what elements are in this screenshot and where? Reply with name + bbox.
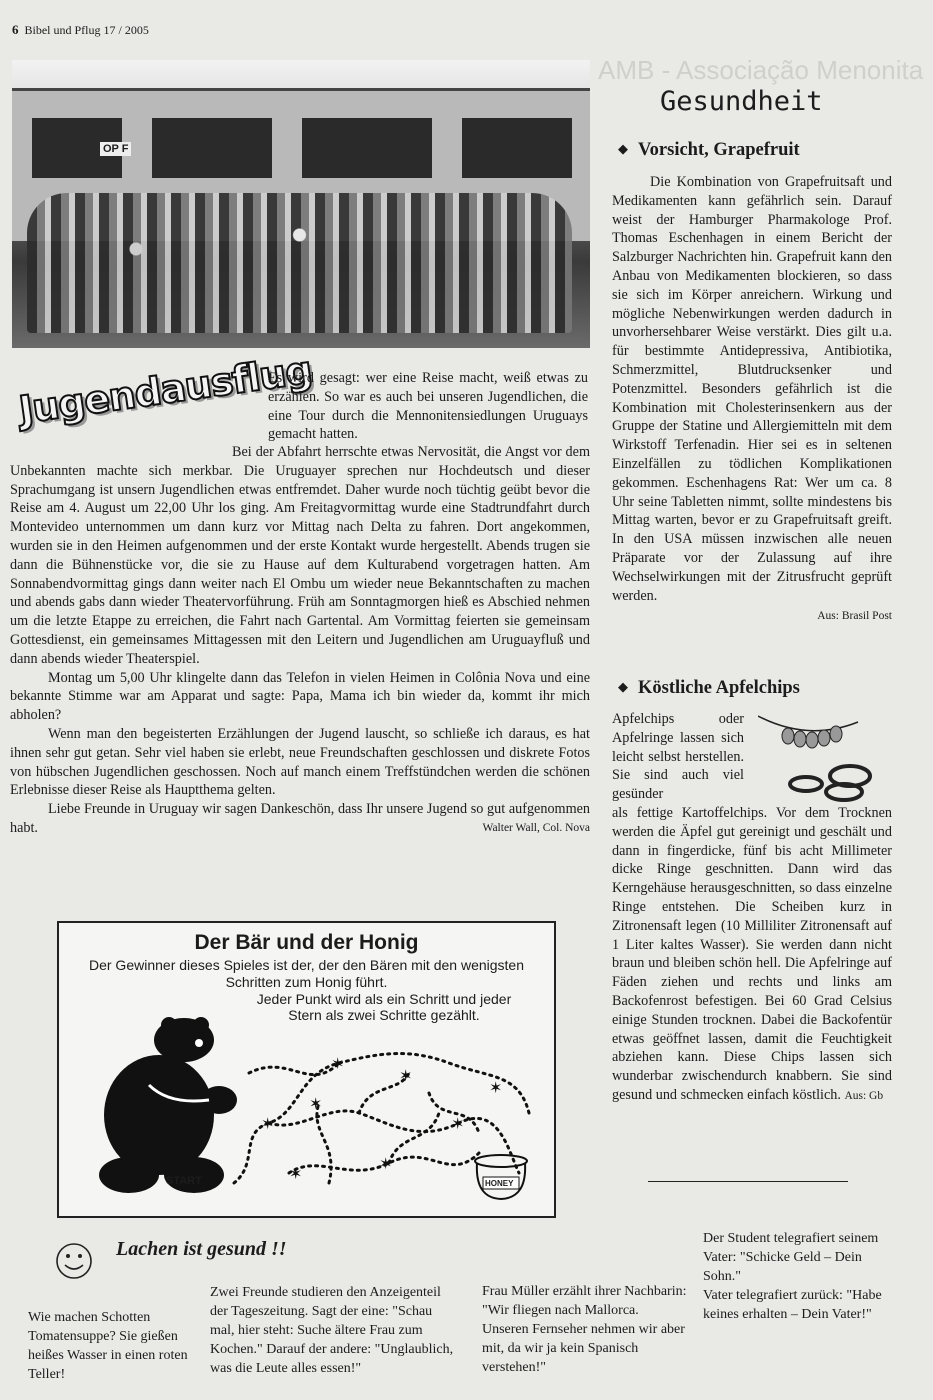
article-body: [10, 443, 590, 838]
svg-text:✶: ✶: [451, 1116, 465, 1133]
article-source: Aus: Gb: [844, 1089, 884, 1102]
game-title: Der Bär und der Honig: [194, 931, 419, 954]
divider: [648, 1181, 848, 1182]
honey-label: HONEY: [485, 1179, 514, 1188]
page-header: [12, 22, 149, 38]
diamond-icon: ◆: [618, 679, 628, 694]
article-intro: [268, 369, 588, 444]
article-heading-grapefruit: [618, 140, 800, 161]
intro-paragraph: Es wird gesagt: wer eine Reise macht, weiß etwas zu erzählen. So war es auch bei unseren Jugendlichen, die eine Tour durch die Mennonitensiedlungen Uruguays gemacht hatten.: [268, 370, 588, 443]
joke-4-part-1: Der Student telegrafiert seinem Vater: "Schicke Geld – Dein Sohn.": [703, 1231, 879, 1284]
svg-text:✶: ✶: [289, 1166, 303, 1183]
humor-title: Lachen ist gesund !!: [116, 1238, 287, 1260]
bus-window: [302, 118, 432, 178]
game-rule-2: Jeder Punkt wird als ein Schritt und jeder Stern als zwei Schritte gezählt.: [256, 991, 512, 1023]
article-paragraph: Wenn man den begeisterten Erzählungen der Jugend lauscht, so schließe ich daraus, es hat ihnen sehr gut getan. Sehr viel haben sie erlebt, neue Freundschaften geschlossen und diskrete Fotos von hübschen Jugendlichen geschossen. Noch auf manch einem Treffstündchen werden die schönen Erlebnisse dieser Reise als Hauptthema gelten.: [10, 725, 590, 799]
diamond-icon: ◆: [618, 141, 628, 156]
article-paragraph: [10, 800, 590, 838]
article-author: Walter Wall, Col. Nova: [482, 821, 590, 834]
apfelchips-article: [612, 710, 892, 1106]
article-text: als fettige Kartoffelchips. Vor dem Trocknen werden die Äpfel gut gereinigt und geschält und dann in fingerdicke, fünf bis acht Millimeter dicke Ringe geschnitten. Dann wird das Kerngehäuse herausgeschnitten, so dass einzelne Ringe entstehen. Die Scheiben kurz in Zitronensaft legen (10 Milliliter Zitronensaft auf 1 Liter kaltes Wasser). Sie werden dann nicht braun und bleiben schön hell. Die Apfelringe auf Fäden ziehen und rechts und links am Backofenrost befestigen. Bei 60 Grad Celsius einige Stunden trocknen. Dabei die Backofentür etwas geöffnet lassen, damit die Feuchtigkeit abziehen kann. Diese Chips lassen sich wunderbar zwischendurch knabbern. Sie sind gesund und schmecken einfach köstlich.: [612, 804, 892, 1103]
svg-text:✶: ✶: [309, 1096, 323, 1113]
article-paragraph: Bei der Abfahrt herrschte etwas Nervosität, die Angst vor dem Unbekannten machte sich merkbar. Die Uruguayer sprechen nur Hochdeutsch und dieser Sprachumgang ist unsern Jugendlichen etwas entfremdet. Daher wurde noch tüchtig geübt bevor die Reise am 4. August um 22,00 Uhr los ging. Am Freitagvormittag wurde eine Stadtrundfahrt durch Montevideo unternommen um dann kurz vor Mittag nach Delta zu fahren. Dort angekommen, wurden sie in den Heimen aufgenommen und der erste Kontakt wurde hergestellt. Abends trugen sie dann die Bühnenstücke vor, die sie zu Hause auf dem Kulturabend vorgetragen hatten. Am Sonnabendvormittag gings dann weiter nach El Ombu um wieder neue Bekanntschaften zu machen und abends gabs dann wieder Theatervorführung. Früh am Sonntagmorgen hieß es Abschied nehmen um die letzte Etappe zu erreichen, die Fahrt nach Gartental. Am Vormittag feierten sie gemeinsam Gottesdienst, ein gemeinsames Mittagessen mit den Leitern und Jugendlichen am Uruguayfluß und dann abends wieder Theaterspiel.: [10, 444, 590, 667]
page-number: 6: [12, 22, 19, 37]
start-label: START: [166, 1175, 202, 1187]
svg-text:✶: ✶: [489, 1080, 503, 1097]
svg-text:✶: ✶: [399, 1068, 413, 1085]
article-lead: Apfelchips oder Apfelringe lassen sich leicht selbst herstellen. Sie sind auch viel gesünder: [612, 711, 744, 803]
svg-text:✶: ✶: [261, 1116, 275, 1133]
bus-sign: OP F: [100, 142, 131, 156]
svg-text:✶: ✶: [331, 1056, 345, 1073]
joke-4: [703, 1229, 893, 1324]
grapefruit-article: [612, 173, 892, 626]
group-photo: [12, 60, 590, 348]
article-paragraph: [612, 804, 892, 1106]
joke-1: Wie machen Schotten Tomatensuppe? Sie gießen heißes Wasser in einen roten Teller!: [28, 1310, 188, 1382]
joke-3: Frau Müller erzählt ihrer Nachbarin: "Wir fliegen nach Mallorca. Unseren Fernseher nehmen wir aber mit, da wir ja kein Spanisch verstehen!": [482, 1284, 687, 1375]
joke-2: Zwei Freunde studieren den Anzeigenteil der Tageszeitung. Sagt der eine: "Schau mal, hier steht: Suche ältere Frau zum Kochen." Darauf der andere: "Unglaublich, was die Leute alles essen!": [210, 1285, 454, 1376]
crowd-of-people: [27, 193, 572, 333]
bear-honey-game: [57, 921, 556, 1218]
honey-pot-icon: [471, 1153, 531, 1203]
article-closing: Liebe Freunde in Uruguay wir sagen Dankeschön, dass Ihr unsere Jugend so gut aufgenommen habt.: [10, 801, 590, 836]
article-paragraph: Montag um 5,00 Uhr klingelte dann das Telefon in vielen Heimen in Colônia Nova und eine bekannte Stimme war am Apparat und sagte: Papa, Mama ich bin wieder da, kommt ihr mich abholen?: [10, 669, 590, 724]
heading-text: Köstliche Apfelchips: [638, 678, 800, 698]
publication-title: Bibel und Pflug 17 / 2005: [24, 23, 149, 37]
article-title: Jugendausflug: [16, 347, 315, 433]
joke-4-part-2: Vater telegrafiert zurück: "Habe keines erhalten – Dein Vater!": [703, 1288, 882, 1322]
svg-text:✶: ✶: [379, 1156, 393, 1173]
article-paragraph: Die Kombination von Grapefruitsaft und Medikamenten kann gefährlich sein. Darauf weist der Hamburger Pharmakologe Prof. Thomas Eschenhagen in einem Bericht der Salzburger Nachrichten hin. Grapefruit kann den Anbau von Medikamenten blockieren, so dass sie sich im Körper anreichern. Wirkung und mögliche Nebenwirkungen werden dadurch in unvorhersehbarer Weise verstärkt. Dies gilt u.a. für bestimmte Antidepressiva, Antibiotika, Schmerzmittel, Blutdrucksenker und Potenzmittel. Besonders gefährlich ist die Kombination mit Cholesterinsenkern aus der Gruppe der Statine und Allergiemitteln mit dem Wirkstoff Terfenadin. Hier sei es in seltenen Einzelfällen zu tödlichen Komplikationen gekommen. Eschenhagens Rat: Wer um ca. 8 Uhr seine Tabletten nimmt, sollte mindestens bis Mittag warten, bevor er zu Grapefruitsaft greift. In den USA müssen inzwischen alle neuen Präparate vor der Zulassung auf ihre Wechselwirkungen mit der Zitrusfrucht geprüft werden.: [612, 174, 892, 604]
bus-window: [462, 118, 572, 178]
bus-window: [152, 118, 272, 178]
game-rule-1: Der Gewinner dieses Spieles ist der, der den Bären mit den wenigsten Schritten zum Honig führt.: [88, 957, 524, 990]
article-source: Aus: Brasil Post: [817, 610, 892, 623]
smiley-icon: [55, 1242, 93, 1280]
section-title: Gesundheit: [660, 86, 823, 117]
bear-icon: [89, 1015, 239, 1205]
bleed-through-text: AMB - Associação Menonita: [598, 55, 924, 85]
heading-text: Vorsicht, Grapefruit: [638, 140, 800, 160]
article-heading-apfelchips: [618, 678, 800, 699]
